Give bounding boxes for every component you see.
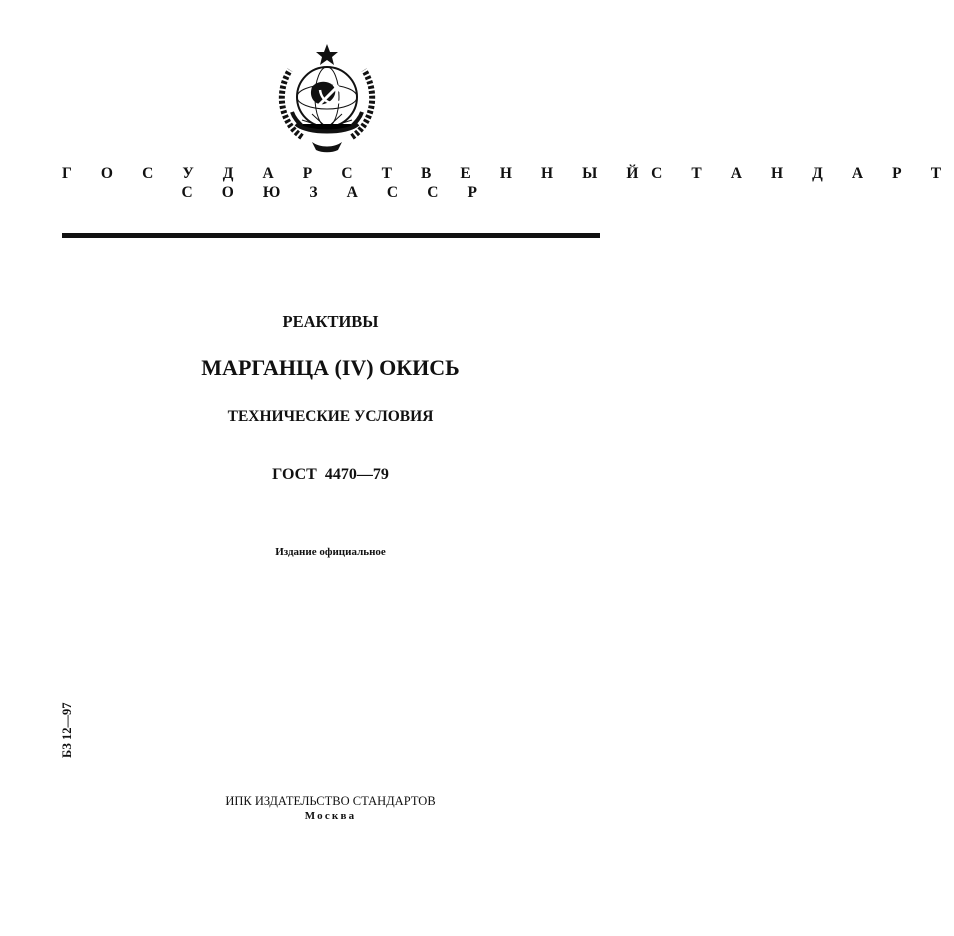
- side-code: БЗ 12—97: [60, 702, 74, 758]
- header-word-state: Г О С У Д А Р С Т В Е Н Н Ы Й: [62, 165, 652, 182]
- edition-note: Издание официальное: [275, 546, 386, 558]
- standard-number: ГОСТ 4470—79: [272, 466, 389, 483]
- document-title: МАРГАНЦА (IV) ОКИСЬ: [201, 355, 460, 380]
- document-subject: РЕАКТИВЫ: [282, 312, 379, 331]
- publisher: ИПК ИЗДАТЕЛЬСТВО СТАНДАРТОВ: [225, 794, 436, 808]
- ussr-state-emblem-icon: [272, 42, 382, 154]
- emblem-graphic: [272, 42, 382, 154]
- header-divider: [62, 233, 600, 238]
- publisher-city: Москва: [304, 810, 357, 822]
- header-state-standard: [62, 165, 954, 183]
- header-word-standard: С Т А Н Д А Р Т: [651, 165, 954, 182]
- document-subtitle: ТЕХНИЧЕСКИЕ УСЛОВИЯ: [227, 408, 434, 425]
- header-union-ssr: С О Ю З А С С Р: [181, 184, 490, 201]
